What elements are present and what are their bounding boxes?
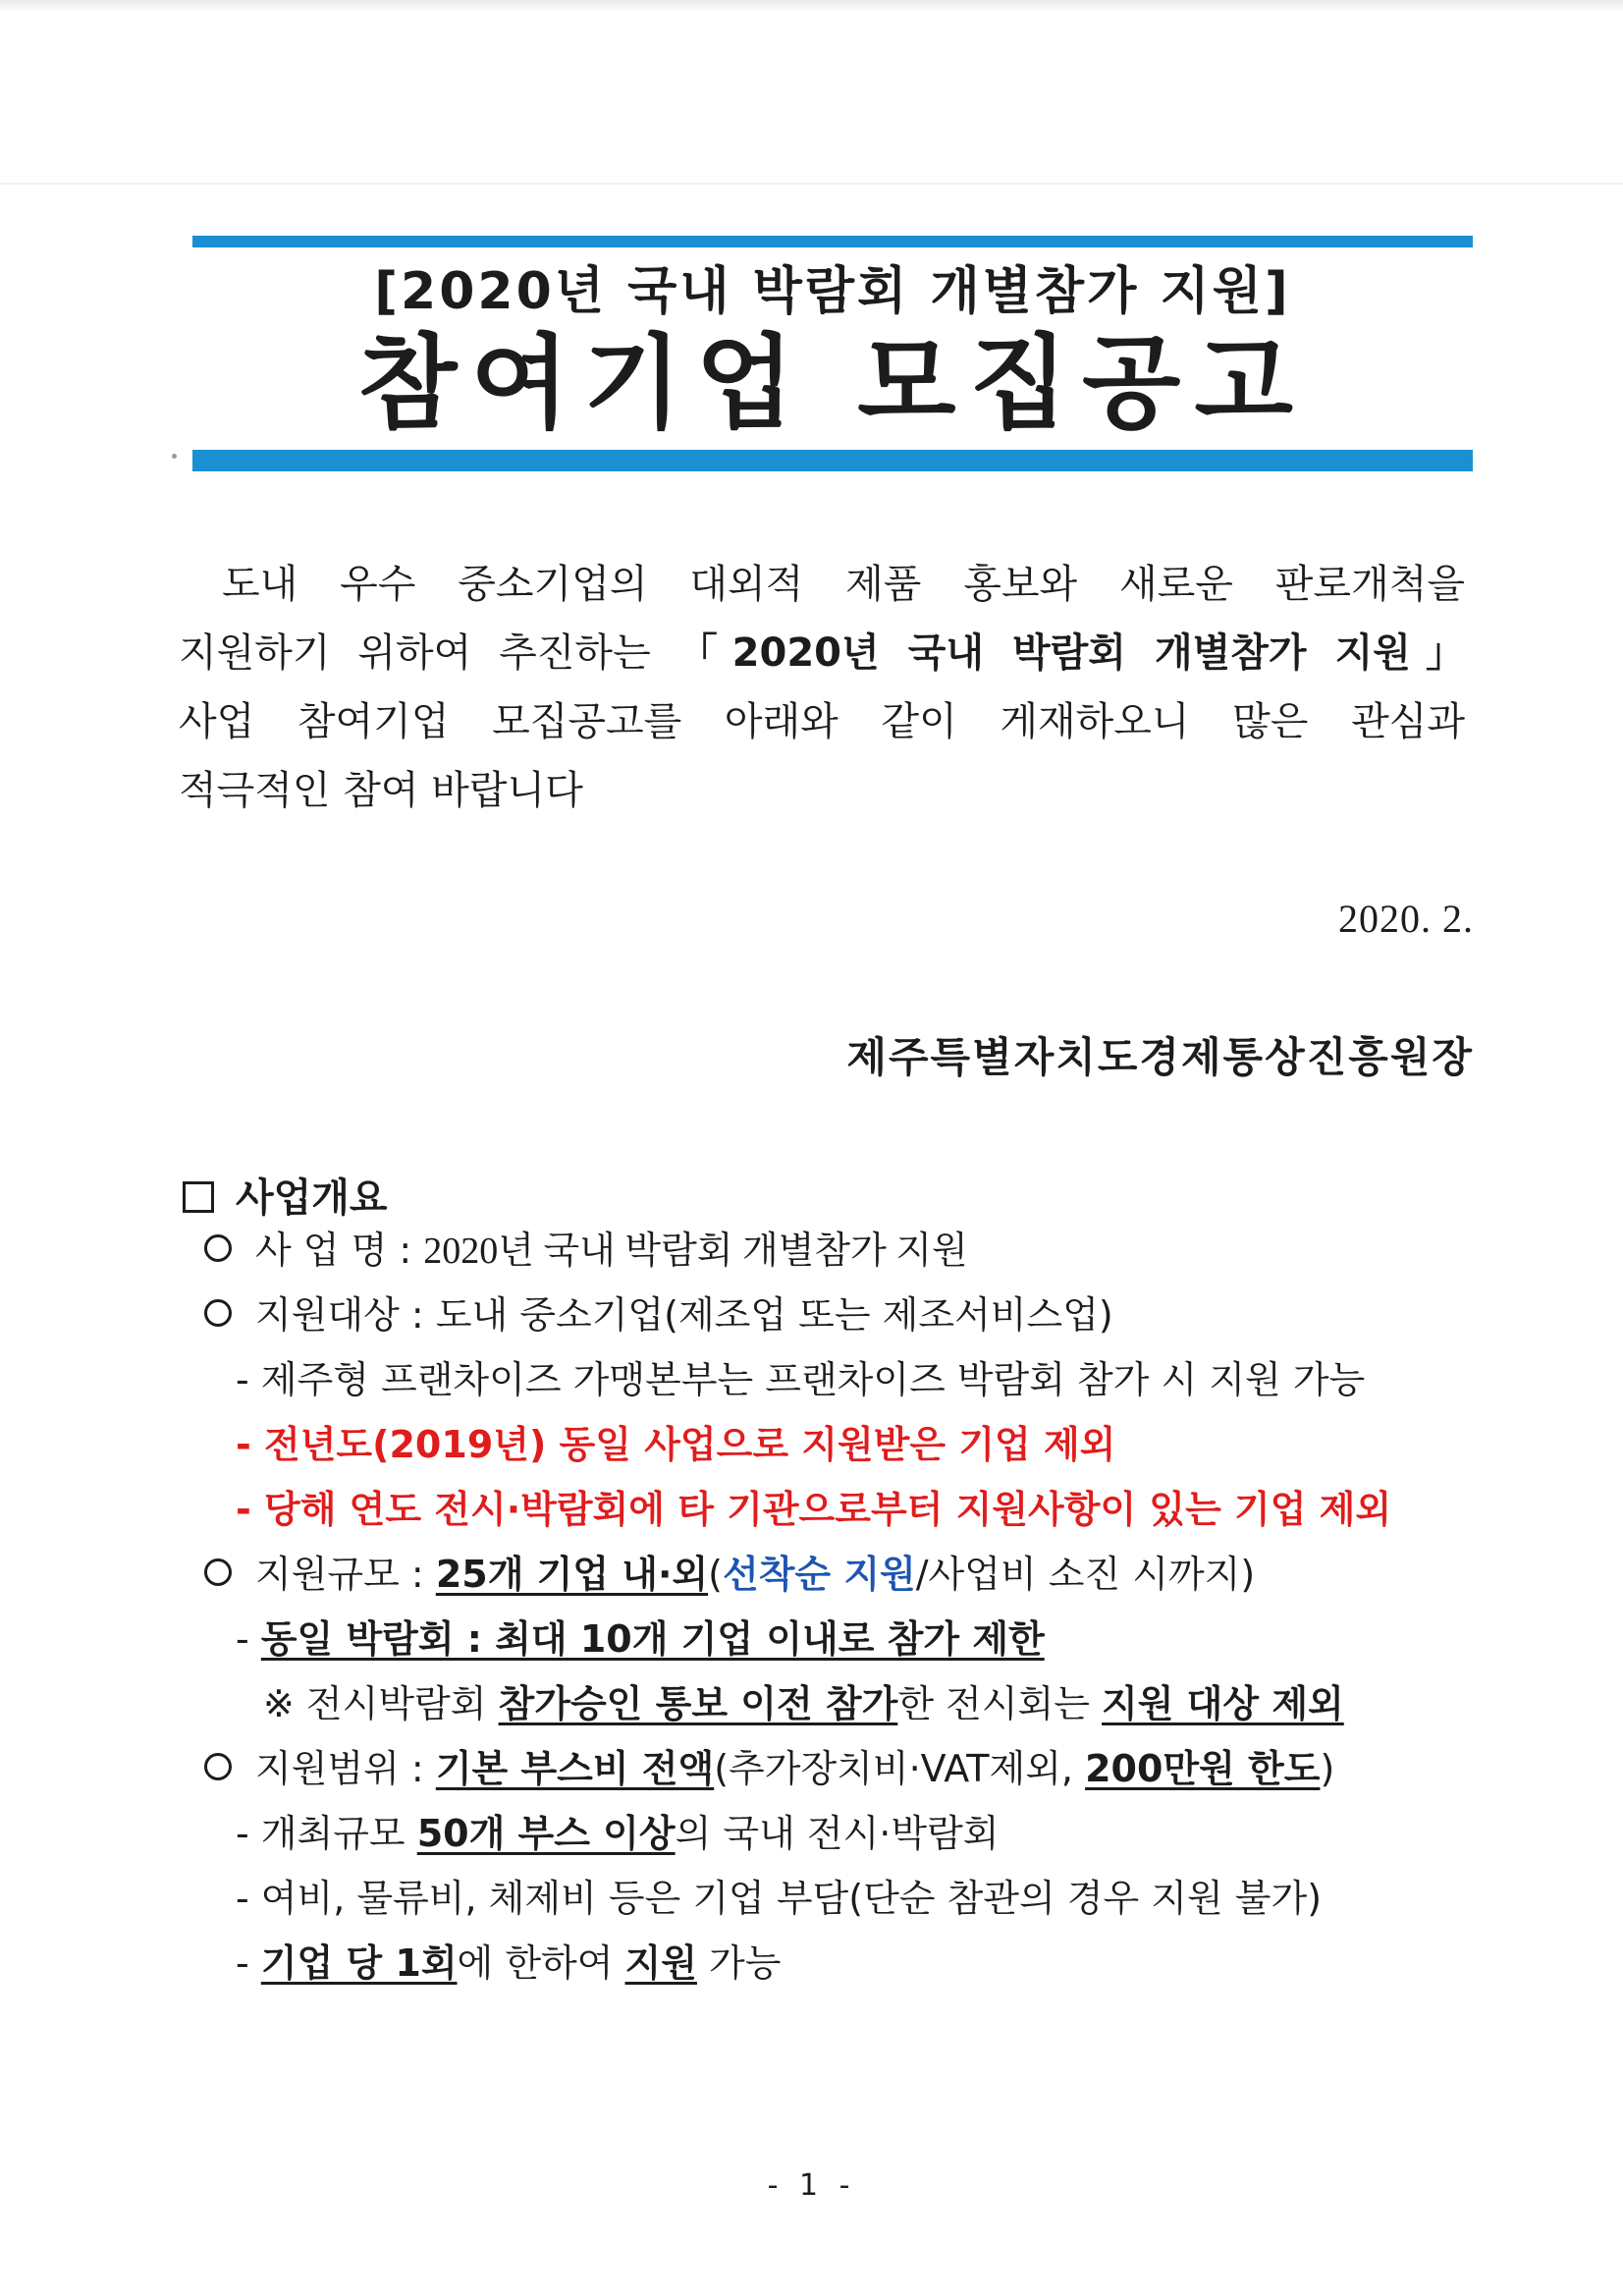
separator: : xyxy=(399,1747,436,1790)
paren: ( xyxy=(708,1553,723,1596)
target-label: 지원대상 xyxy=(255,1293,400,1337)
range-exclusions: (추가장치비·VAT제외, xyxy=(714,1747,1086,1790)
intro-line-1: 도내 우수 중소기업의 대외적 제품 홍보와 새로운 판로개척을 xyxy=(222,562,1465,607)
business-name-row xyxy=(204,1226,968,1276)
range-label: 지원범위 xyxy=(255,1747,400,1790)
scale-budget-note: /사업비 소진 시까지) xyxy=(915,1553,1256,1596)
range-value: 기본 부스비 전액 xyxy=(435,1747,715,1790)
range-note-3-middle: 에 한하여 xyxy=(457,1941,625,1985)
intro-paragraph xyxy=(179,550,1465,825)
scale-value: 25개 기업 내·외 xyxy=(435,1553,709,1596)
separator: : xyxy=(399,1553,436,1596)
circle-bullet-icon xyxy=(204,1299,232,1327)
business-name-label: 사 업 명 xyxy=(255,1229,388,1272)
intro-line-2 xyxy=(179,619,1465,687)
intro-line-3: 사업 참여기업 모집공고를 아래와 같이 게재하오니 많은 관심과 xyxy=(179,699,1465,744)
intro-line-4: 적극적인 참여 바랍니다 xyxy=(179,768,583,813)
circle-bullet-icon xyxy=(204,1753,232,1780)
header-bar-bottom xyxy=(192,450,1473,471)
range-note-2: - 여비, 물류비, 체제비 등은 기업 부담(단순 참관의 경우 지원 불가) xyxy=(236,1877,1323,1920)
scale-note-2-prefix: ※ 전시박람회 xyxy=(263,1682,499,1725)
range-note-1 xyxy=(236,1809,1000,1858)
target-row xyxy=(204,1290,1113,1339)
scale-note-2-emphasis: 참가승인 통보 이전 참가 xyxy=(498,1682,898,1725)
range-note-3-emphasis: 기업 당 1회 xyxy=(260,1941,458,1985)
range-note-3-end: 가능 xyxy=(696,1941,782,1985)
scale-note-2 xyxy=(263,1679,1344,1728)
scan-speck xyxy=(172,454,177,459)
range-note-1-suffix: 의 국내 전시·박람회 xyxy=(675,1812,1000,1855)
scale-note-1 xyxy=(236,1614,1045,1664)
header-title: 참여기업 모집공고 xyxy=(358,323,1307,443)
intro-line-2-text: 지원하기 위하여 추진하는 xyxy=(179,630,678,676)
scale-label: 지원규모 xyxy=(255,1553,400,1596)
scale-first-come: 선착순 지원 xyxy=(722,1553,916,1596)
range-note-1-emphasis: 50개 부스 이상 xyxy=(416,1812,676,1855)
scale-note-2-end: 지원 대상 제외 xyxy=(1102,1682,1344,1725)
target-note-1: - 제주형 프랜차이즈 가맹본부는 프랜차이즈 박람회 참가 시 지원 가능 xyxy=(236,1358,1366,1401)
range-note-3-support: 지원 xyxy=(624,1941,697,1985)
section-heading-text: 사업개요 xyxy=(236,1175,388,1221)
intro-program-name: 「2020년 국내 박람회 개별참가 지원」 xyxy=(677,630,1466,676)
target-note-2: - 전년도(2019년) 동일 사업으로 지원받은 기업 제외 xyxy=(236,1423,1116,1466)
organization-name: 제주특별자치도경제통상진흥원장 xyxy=(846,1033,1474,1081)
separator: : xyxy=(399,1293,436,1337)
range-row xyxy=(204,1744,1334,1793)
range-note-1-prefix: - 개최규모 xyxy=(236,1812,417,1855)
paren: ) xyxy=(1320,1747,1335,1790)
range-note-3 xyxy=(236,1939,781,1988)
section-heading xyxy=(183,1167,388,1223)
circle-bullet-icon xyxy=(204,1558,232,1586)
scan-line xyxy=(0,183,1623,185)
business-name-value: 2020년 국내 박람회 개별참가 지원 xyxy=(423,1230,968,1272)
header-subtitle: [2020년 국내 박람회 개별참가 지원] xyxy=(374,262,1291,321)
scale-note-1-text: 동일 박람회 : 최대 10개 기업 이내로 참가 제한 xyxy=(260,1617,1045,1661)
scale-note-2-middle: 한 전시회는 xyxy=(897,1682,1103,1725)
square-bullet-icon xyxy=(183,1181,214,1213)
dash: - xyxy=(236,1617,261,1661)
target-value: 도내 중소기업(제조업 또는 제조서비스업) xyxy=(435,1293,1113,1337)
scan-shadow xyxy=(0,0,1623,12)
scale-row xyxy=(204,1550,1255,1599)
announcement-date: 2020. 2. xyxy=(1338,897,1474,941)
dash: - xyxy=(236,1941,261,1985)
header-bar-top xyxy=(192,236,1473,247)
target-note-3: - 당해 연도 전시·박람회에 타 기관으로부터 지원사항이 있는 기업 제외 xyxy=(236,1488,1392,1531)
page-number: - 1 - xyxy=(767,2168,856,2203)
separator: : xyxy=(387,1229,424,1272)
circle-bullet-icon xyxy=(204,1234,232,1262)
range-limit: 200만원 한도 xyxy=(1085,1747,1321,1790)
